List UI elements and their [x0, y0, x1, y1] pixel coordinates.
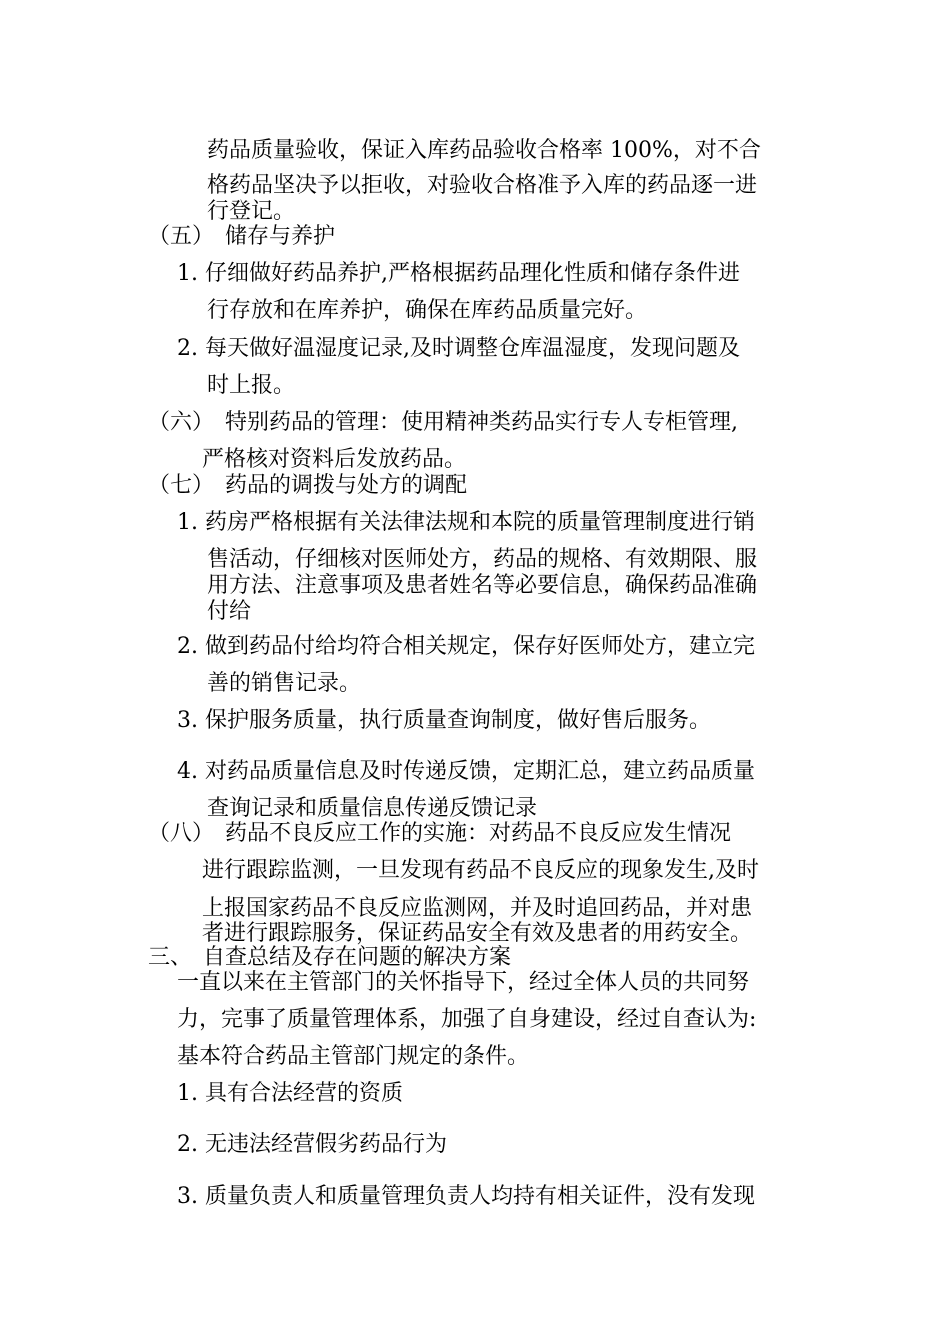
paragraph-line: 售活动，仔细核对医师处方，药品的规格、有效期限、服: [207, 547, 758, 572]
section-heading-8: （八） 药品不良反应工作的实施：对药品不良反应发生情况: [148, 821, 732, 846]
paragraph-line: 查询记录和质量信息传递反馈记录: [207, 796, 538, 821]
paragraph-line: 严格核对资料后发放药品。: [202, 447, 467, 472]
paragraph-line: 善的销售记录。: [207, 671, 362, 696]
paragraph-line: 一直以来在主管部门的关怀指导下，经过全体人员的共同努: [177, 970, 750, 995]
list-item: 2. 无违法经营假劣药品行为: [177, 1132, 447, 1157]
paragraph-line: 付给: [207, 599, 252, 624]
list-item: 4. 对药品质量信息及时传递反馈，定期汇总，建立药品质量: [177, 759, 755, 784]
paragraph-line: 行登记。: [207, 199, 296, 224]
list-item: 2. 做到药品付给均符合相关规定，保存好医师处方，建立完: [177, 634, 755, 659]
paragraph-line: 用方法、注意事项及患者姓名等必要信息，确保药品准确: [207, 573, 758, 598]
list-item: 3. 保护服务质量，执行质量查询制度，做好售后服务。: [177, 708, 711, 733]
paragraph-line: 者进行跟踪服务，保证药品安全有效及患者的用药安全。: [202, 921, 753, 946]
section-heading-3: 三、 自查总结及存在问题的解决方案: [148, 945, 512, 970]
paragraph-line: 格药品坚决予以拒收，对验收合格准予入库的药品逐一进: [207, 173, 758, 198]
paragraph-line: 力，完事了质量管理体系，加强了自身建设，经过自查认为:: [177, 1007, 757, 1032]
paragraph-line: 上报国家药品不良反应监测网，并及时追回药品，并对患: [202, 896, 753, 921]
paragraph-line: 药品质量验收，保证入库药品验收合格率 100%，对不合: [207, 138, 761, 163]
paragraph-line: 进行跟踪监测，一旦发现有药品不良反应的现象发生,及时: [202, 858, 759, 883]
paragraph-line: 时上报。: [207, 373, 296, 398]
section-heading-6: （六） 特别药品的管理：使用精神类药品实行专人专柜管理,: [148, 410, 738, 435]
list-item: 1. 药房严格根据有关法律法规和本院的质量管理制度进行销: [177, 510, 755, 535]
list-item: 1. 具有合法经营的资质: [177, 1081, 403, 1106]
section-heading-7: （七） 药品的调拨与处方的调配: [148, 473, 468, 498]
paragraph-line: 行存放和在库养护，确保在库药品质量完好。: [207, 298, 648, 323]
list-item: 3. 质量负责人和质量管理负责人均持有相关证件，没有发现: [177, 1184, 755, 1209]
list-item: 1. 仔细做好药品养护,严格根据药品理化性质和储存条件进: [177, 261, 740, 286]
paragraph-line: 基本符合药品主管部门规定的条件。: [177, 1044, 530, 1069]
list-item: 2. 每天做好温湿度记录,及时调整仓库温湿度，发现问题及: [177, 336, 740, 361]
section-heading-5: （五） 储存与养护: [148, 224, 336, 249]
